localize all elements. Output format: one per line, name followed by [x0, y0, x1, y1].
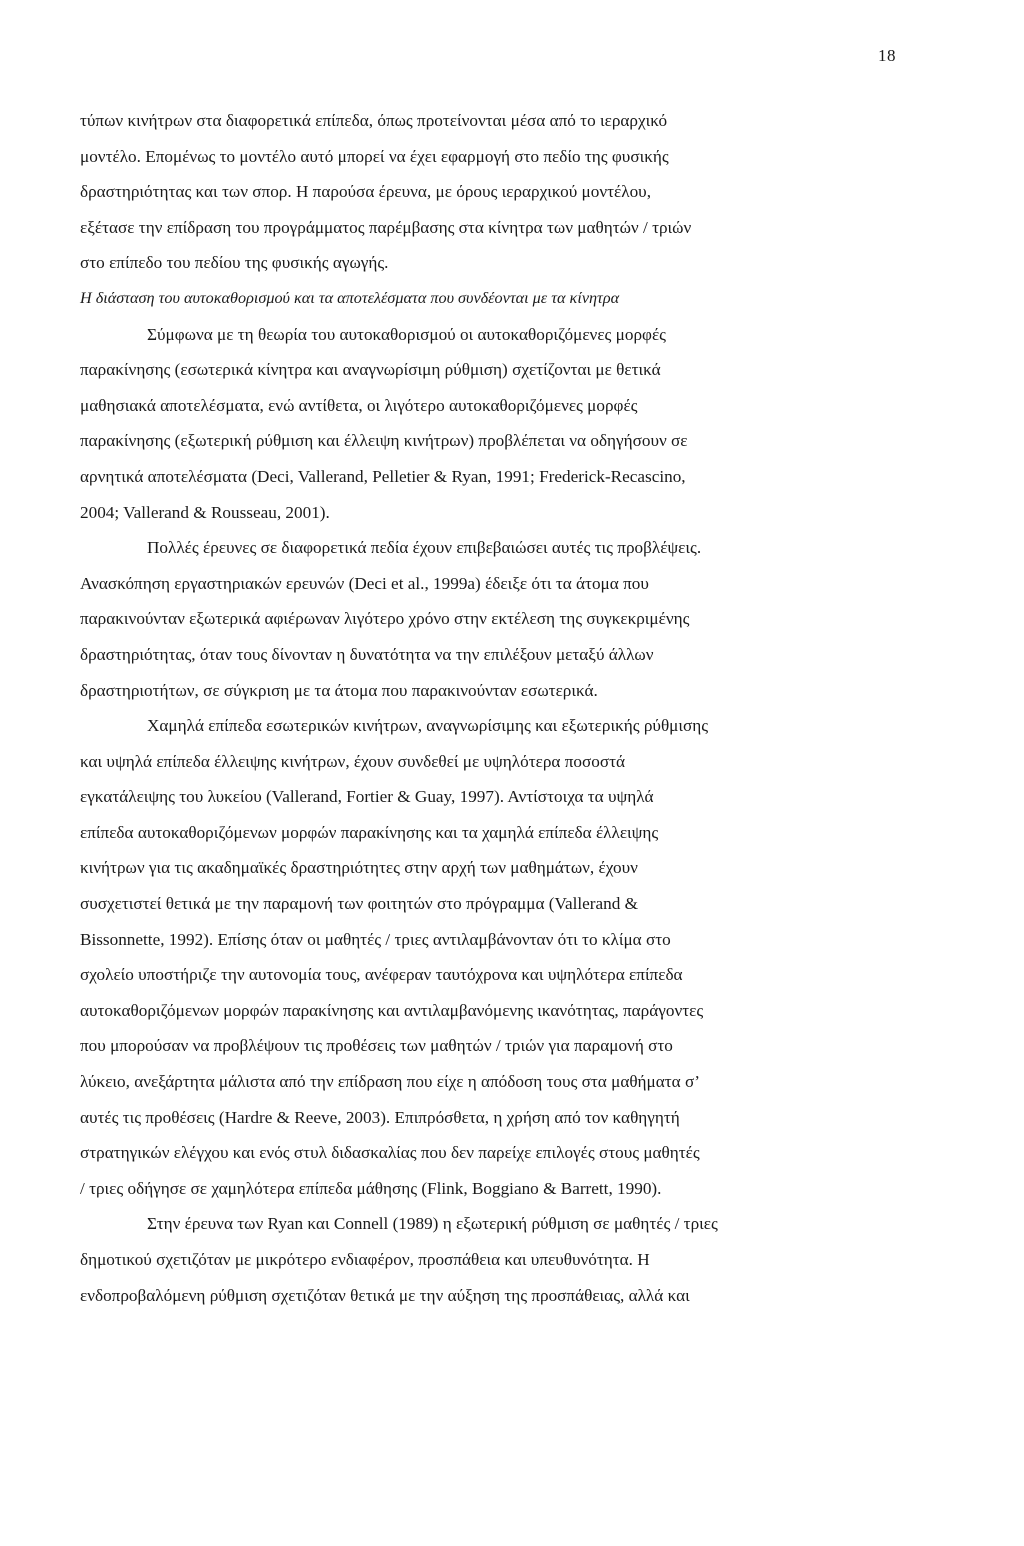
section-heading: Η διάσταση του αυτοκαθορισμού και τα αποτελέσματα που συνδέονται με τα κίνητρα — [80, 288, 620, 307]
text-line: ενδοπροβαλόμενη ρύθμιση σχετιζόταν θετικά με την αύξηση της προσπάθειας, αλλά και — [80, 1285, 690, 1305]
text-line: στρατηγικών ελέγχου και ενός στυλ διδασκαλίας που δεν παρείχε επιλογές στους μαθητές — [80, 1143, 700, 1163]
text-line: παρακίνησης (εξωτερική ρύθμιση και έλλειψη κινήτρων) προβλέπεται να οδηγήσουν σε — [80, 431, 688, 451]
text-line: 2004; Vallerand & Rousseau, 2001). — [80, 502, 330, 522]
text-line: συσχετιστεί θετικά με την παραμονή των φοιτητών στο πρόγραμμα (Vallerand & — [80, 894, 639, 914]
paragraph-first-line: Πολλές έρευνες σε διαφορετικά πεδία έχουν επιβεβαιώσει αυτές τις προβλέψεις. — [147, 538, 702, 558]
text-line: παρακινούνταν εξωτερικά αφιέρωναν λιγότερο χρόνο στην εκτέλεση της συγκεκριμένης — [80, 609, 690, 629]
paragraph-first-line: Σύμφωνα με τη θεωρία του αυτοκαθορισμού οι αυτοκαθοριζόμενες μορφές — [147, 324, 666, 344]
paragraph-first-line: Χαμηλά επίπεδα εσωτερικών κινήτρων, αναγνωρίσιμης και εξωτερικής ρύθμισης — [147, 716, 709, 736]
text-line: τύπων κινήτρων στα διαφορετικά επίπεδα, όπως προτείνονται μέσα από το ιεραρχικό — [80, 111, 668, 130]
text-line: παρακίνησης (εσωτερικά κίνητρα και αναγνωρίσιμη ρύθμιση) σχετίζονται με θετικά — [80, 360, 661, 380]
text-line: αυτοκαθοριζόμενων μορφών παρακίνησης και αντιλαμβανόμενης ικανότητας, παράγοντες — [80, 1000, 704, 1020]
text-line: εξέτασε την επίδραση του προγράμματος παρέμβασης στα κίνητρα των μαθητών / τριών — [80, 217, 692, 237]
text-line: και υψηλά επίπεδα έλλειψης κινήτρων, έχουν συνδεθεί με υψηλότερα ποσοστά — [80, 751, 626, 771]
text-line: Ανασκόπηση εργαστηριακών ερευνών (Deci et al., 1999a) έδειξε ότι τα άτομα που — [80, 573, 649, 593]
text-line: μοντέλο. Επομένως το μοντέλο αυτό μπορεί να έχει εφαρμογή στο πεδίο της φυσικής — [80, 146, 669, 166]
text-line: δραστηριότητας και των σπορ. Η παρούσα έρευνα, με όρους ιεραρχικού μοντέλου, — [80, 182, 651, 202]
text-line: / τριες οδήγησε σε χαμηλότερα επίπεδα μάθησης (Flink, Boggiano & Barrett, 1990). — [80, 1178, 662, 1198]
text-block — [80, 103, 892, 1313]
text-line: μαθησιακά αποτελέσματα, ενώ αντίθετα, οι λιγότερο αυτοκαθοριζόμενες μορφές — [80, 395, 638, 415]
text-line: που μπορούσαν να προβλέψουν τις προθέσεις των μαθητών / τριών για παραμονή στο — [80, 1036, 673, 1056]
text-line: εγκατάλειψης του λυκείου (Vallerand, Fortier & Guay, 1997). Αντίστοιχα τα υψηλά — [80, 787, 654, 807]
text-line: αυτές τις προθέσεις (Hardre & Reeve, 2003). Επιπρόσθετα, η χρήση από τον καθηγητή — [80, 1107, 680, 1127]
text-line: αρνητικά αποτελέσματα (Deci, Vallerand, Pelletier & Ryan, 1991; Frederick-Recascino, — [80, 466, 686, 486]
text-line: δραστηριοτήτων, σε σύγκριση με τα άτομα που παρακινούνταν εσωτερικά. — [80, 680, 598, 700]
text-line: Bissonnette, 1992). Επίσης όταν οι μαθητές / τριες αντιλαμβάνονταν ότι το κλίμα στο — [80, 929, 671, 949]
text-line: σχολείο υποστήριζε την αυτονομία τους, ανέφεραν ταυτόχρονα και υψηλότερα επίπεδα — [80, 965, 683, 985]
page-number: 18 — [878, 46, 896, 65]
text-line: δημοτικού σχετιζόταν με μικρότερο ενδιαφέρον, προσπάθεια και υπευθυνότητα. Η — [80, 1250, 650, 1269]
text-line: λύκειο, ανεξάρτητα μάλιστα από την επίδραση που είχε η απόδοση τους στα μαθήματα σ’ — [80, 1072, 700, 1092]
paragraph-first-line: Στην έρευνα των Ryan και Connell (1989) η εξωτερική ρύθμιση σε μαθητές / τριες — [147, 1214, 718, 1234]
text-line: κινήτρων για τις ακαδημαϊκές δραστηριότητες στην αρχή των μαθημάτων, έχουν — [80, 858, 638, 878]
text-line: επίπεδα αυτοκαθοριζόμενων μορφών παρακίνησης και τα χαμηλά επίπεδα έλλειψης — [80, 822, 659, 842]
text-line: στο επίπεδο του πεδίου της φυσικής αγωγής. — [80, 253, 389, 273]
text-line: δραστηριότητας, όταν τους δίνονταν η δυνατότητα να την επιλέξουν μεταξύ άλλων — [80, 644, 654, 664]
